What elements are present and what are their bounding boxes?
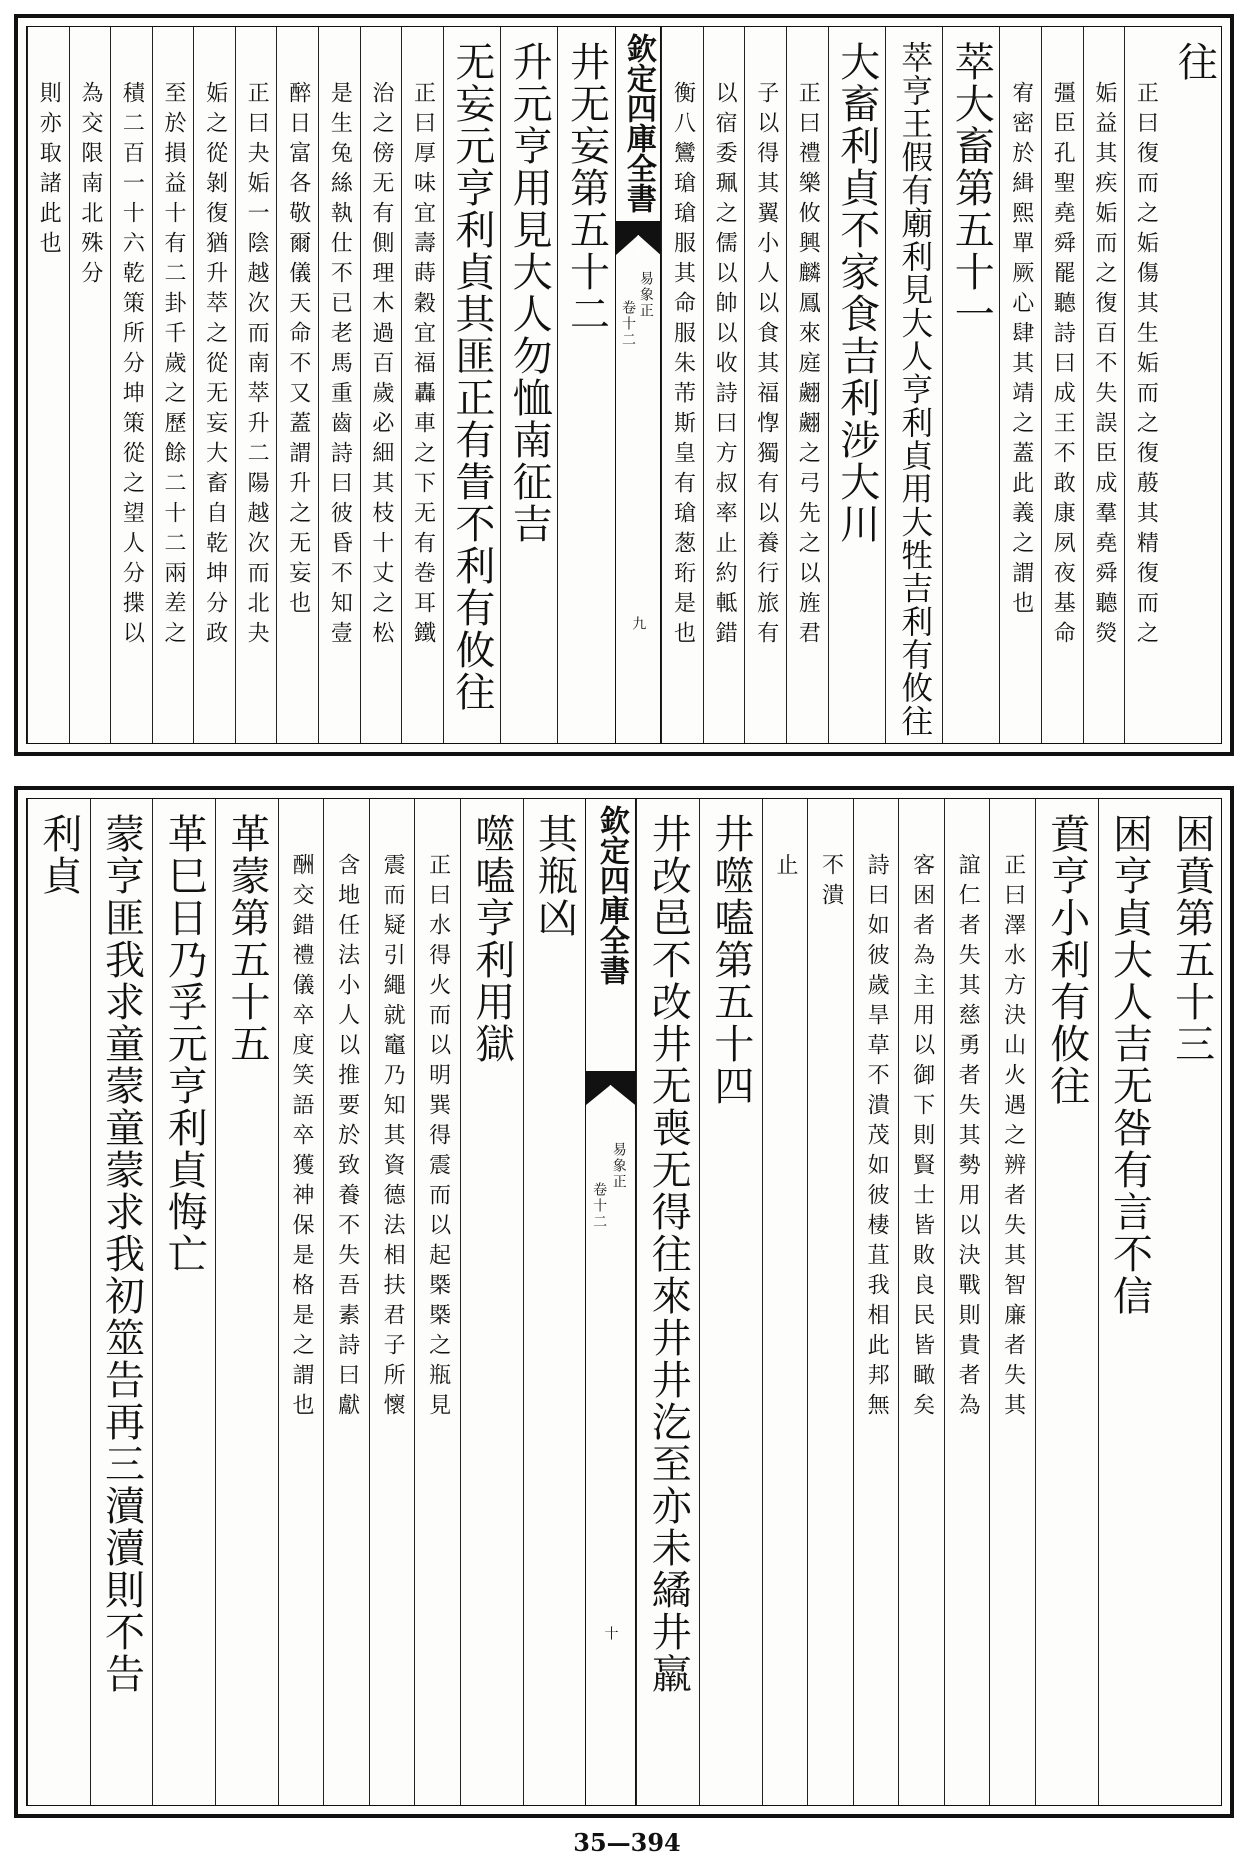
- commentary-text: 含地任法小人以推要於致養不失吾素詩曰獻: [334, 853, 360, 1423]
- commentary-text: 不潰: [818, 853, 844, 913]
- scripture-text: 萃大畜第五十一: [948, 41, 995, 335]
- commentary-text: 姤之從剝復猶升萃之從无妄大畜自乾坤分政: [202, 81, 228, 651]
- scripture-text: 革蒙第五十五: [223, 813, 270, 1065]
- scripture-text: 往: [1171, 41, 1218, 83]
- folio-number: 九: [630, 615, 647, 632]
- scripture-column: [500, 27, 557, 743]
- scripture-column: [27, 799, 90, 1805]
- scripture-column: [1160, 799, 1223, 1805]
- scripture-column: [828, 27, 885, 743]
- scripture-column: [1166, 27, 1223, 743]
- commentary-text: 以宿委珮之儒以帥以收詩曰方叔率止約軧錯: [712, 81, 738, 651]
- scripture-text: 其瓶凶: [531, 813, 578, 939]
- fold-book-title: 易象正: [637, 271, 654, 320]
- commentary-column: [360, 27, 402, 743]
- commentary-column: [762, 799, 808, 1805]
- commentary-text: 醉日富各敬爾儀天命不又蓋謂升之无妄也: [285, 81, 311, 621]
- commentary-column: [278, 799, 324, 1805]
- commentary-text: 姤益其疾姤而之復百不失誤臣成羣堯舜聽熒: [1091, 81, 1117, 651]
- scripture-column: [152, 799, 215, 1805]
- commentary-column: [110, 27, 152, 743]
- scripture-text: 噬嗑亨利用獄: [468, 813, 515, 1065]
- commentary-text: 衡八鸞瑲瑲服其命服朱芾斯皇有瑲葱珩是也: [670, 81, 696, 651]
- scripture-text: 蒙亨匪我求童蒙童蒙求我初筮告再三瀆瀆則不告: [98, 813, 145, 1695]
- commentary-column: [323, 799, 369, 1805]
- commentary-text: 詩曰如彼歲旱草不潰茂如彼棲苴我相此邦無: [864, 853, 890, 1423]
- commentary-column: [152, 27, 194, 743]
- fish-tail-mark-icon: [586, 1071, 635, 1105]
- bottom-column-grid: [26, 798, 1222, 1806]
- fish-tail-mark-icon: [616, 221, 661, 255]
- commentary-text: 酬交錯禮儀卒度笑語卒獲神保是格是之謂也: [289, 853, 315, 1423]
- scripture-text: 利貞: [35, 813, 82, 897]
- commentary-column: [944, 799, 990, 1805]
- commentary-column: [807, 799, 853, 1805]
- commentary-text: 治之傍无有側理木過百歲必細其枝十丈之松: [368, 81, 394, 651]
- commentary-column: [786, 27, 828, 743]
- fold-column: [615, 27, 662, 743]
- scripture-column: [942, 27, 999, 743]
- commentary-column: [318, 27, 360, 743]
- top-column-grid: [26, 26, 1222, 744]
- commentary-text: 至於損益十有二卦千歲之歷餘二十二兩差之: [161, 81, 186, 651]
- commentary-column: [999, 27, 1041, 743]
- scripture-text: 井改邑不改井无喪无得往來井井汔至亦未繘井羸: [645, 813, 692, 1695]
- top-page-panel: [14, 14, 1234, 756]
- scripture-column: [636, 799, 699, 1805]
- fold-volume: 卷十二: [591, 1182, 608, 1231]
- commentary-text: 正曰禮樂攸興麟鳳來庭翽翽之弓先之以旌君: [795, 81, 821, 651]
- commentary-text: 震而疑引繩就竈乃知其資德法相扶君子所懷: [380, 853, 406, 1423]
- commentary-text: 正曰夬姤一陰越次而南萃升二陽越次而北夬: [244, 81, 270, 651]
- commentary-text: 為交限南北殊分: [77, 81, 103, 291]
- folio-number: 十: [602, 1625, 619, 1642]
- scripture-column: [443, 27, 500, 743]
- scripture-column: [90, 799, 153, 1805]
- scripture-column: [699, 799, 762, 1805]
- scripture-text: 大畜利貞不家食吉利涉大川: [833, 41, 880, 545]
- scripture-text: 萃亨王假有廟利見大人亨利貞用大牲吉利有攸往: [896, 41, 933, 738]
- commentary-text: 誼仁者失其慈勇者失其勢用以決戰則貴者為: [955, 853, 981, 1423]
- commentary-text: 是生兔絲執仕不已老馬重齒詩曰彼昏不知壹: [327, 81, 353, 651]
- commentary-text: 正曰水得火而以明巽得震而以起槩槩之瓶見: [425, 853, 451, 1423]
- scripture-column: [885, 27, 942, 743]
- commentary-text: 正曰復而之姤傷其生姤而之復蒑其精復而之: [1133, 81, 1159, 651]
- scripture-text: 困亨貞大人吉无咎有言不信: [1106, 813, 1153, 1317]
- scripture-text: 革巳日乃孚元亨利貞悔亡: [161, 813, 208, 1275]
- fold-title: 欽定四庫全書: [593, 805, 629, 985]
- commentary-column: [853, 799, 899, 1805]
- scripture-text: 賁亨小利有攸往: [1043, 813, 1090, 1107]
- commentary-column: [369, 799, 415, 1805]
- commentary-column: [27, 27, 69, 743]
- commentary-column: [69, 27, 111, 743]
- commentary-text: 子以得其翼小人以食其福惸獨有以養行旅有: [753, 81, 779, 651]
- commentary-column: [703, 27, 745, 743]
- commentary-text: 正曰澤水方決山火遇之辨者失其智廉者失其: [1000, 853, 1026, 1423]
- fold-volume: 卷十二: [619, 299, 636, 348]
- fold-book-title: 易象正: [610, 1141, 627, 1190]
- commentary-text: 客困者為主用以御下則賢士皆敗良民皆瞰矣: [909, 853, 935, 1423]
- scripture-text: 升元亨用見大人勿恤南征吉: [506, 41, 553, 545]
- commentary-column: [1083, 27, 1125, 743]
- commentary-text: 則亦取諸此也: [36, 81, 62, 261]
- commentary-column: [989, 799, 1035, 1805]
- bottom-page-panel: [14, 786, 1234, 1818]
- commentary-column: [235, 27, 277, 743]
- scripture-column: [557, 27, 614, 743]
- commentary-column: [744, 27, 786, 743]
- scripture-column: [215, 799, 278, 1805]
- scripture-text: 困賁第五十三: [1168, 813, 1215, 1065]
- commentary-column: [414, 799, 460, 1805]
- fold-column: [585, 799, 636, 1805]
- commentary-text: 積二百一十六乾策所分坤策從之望人分揲以: [119, 81, 145, 651]
- commentary-column: [401, 27, 443, 743]
- commentary-column: [898, 799, 944, 1805]
- scripture-column: [1035, 799, 1098, 1805]
- commentary-text: 彊臣孔聖堯舜罷聽詩曰成王不敢康夙夜基命: [1050, 81, 1076, 651]
- scripture-text: 井无妄第五十二: [563, 41, 610, 335]
- commentary-column: [1124, 27, 1166, 743]
- scripture-column: [460, 799, 523, 1805]
- scripture-text: 无妄元亨利貞其匪正有眚不利有攸往: [448, 41, 495, 713]
- scripture-column: [1098, 799, 1161, 1805]
- commentary-column: [193, 27, 235, 743]
- scripture-text: 井噬嗑第五十四: [707, 813, 754, 1107]
- fold-title: 欽定四庫全書: [620, 33, 656, 213]
- commentary-column: [661, 27, 703, 743]
- commentary-column: [1041, 27, 1083, 743]
- commentary-text: 止: [773, 853, 799, 883]
- commentary-column: [276, 27, 318, 743]
- page-number: 35—394: [573, 1828, 681, 1857]
- commentary-text: 宥密於緝熙單厥心肆其靖之蓋此義之謂也: [1008, 81, 1034, 621]
- scripture-column: [523, 799, 586, 1805]
- commentary-text: 正曰厚味宜壽蒔穀宜福轟車之下无有巻耳鐵: [410, 81, 436, 651]
